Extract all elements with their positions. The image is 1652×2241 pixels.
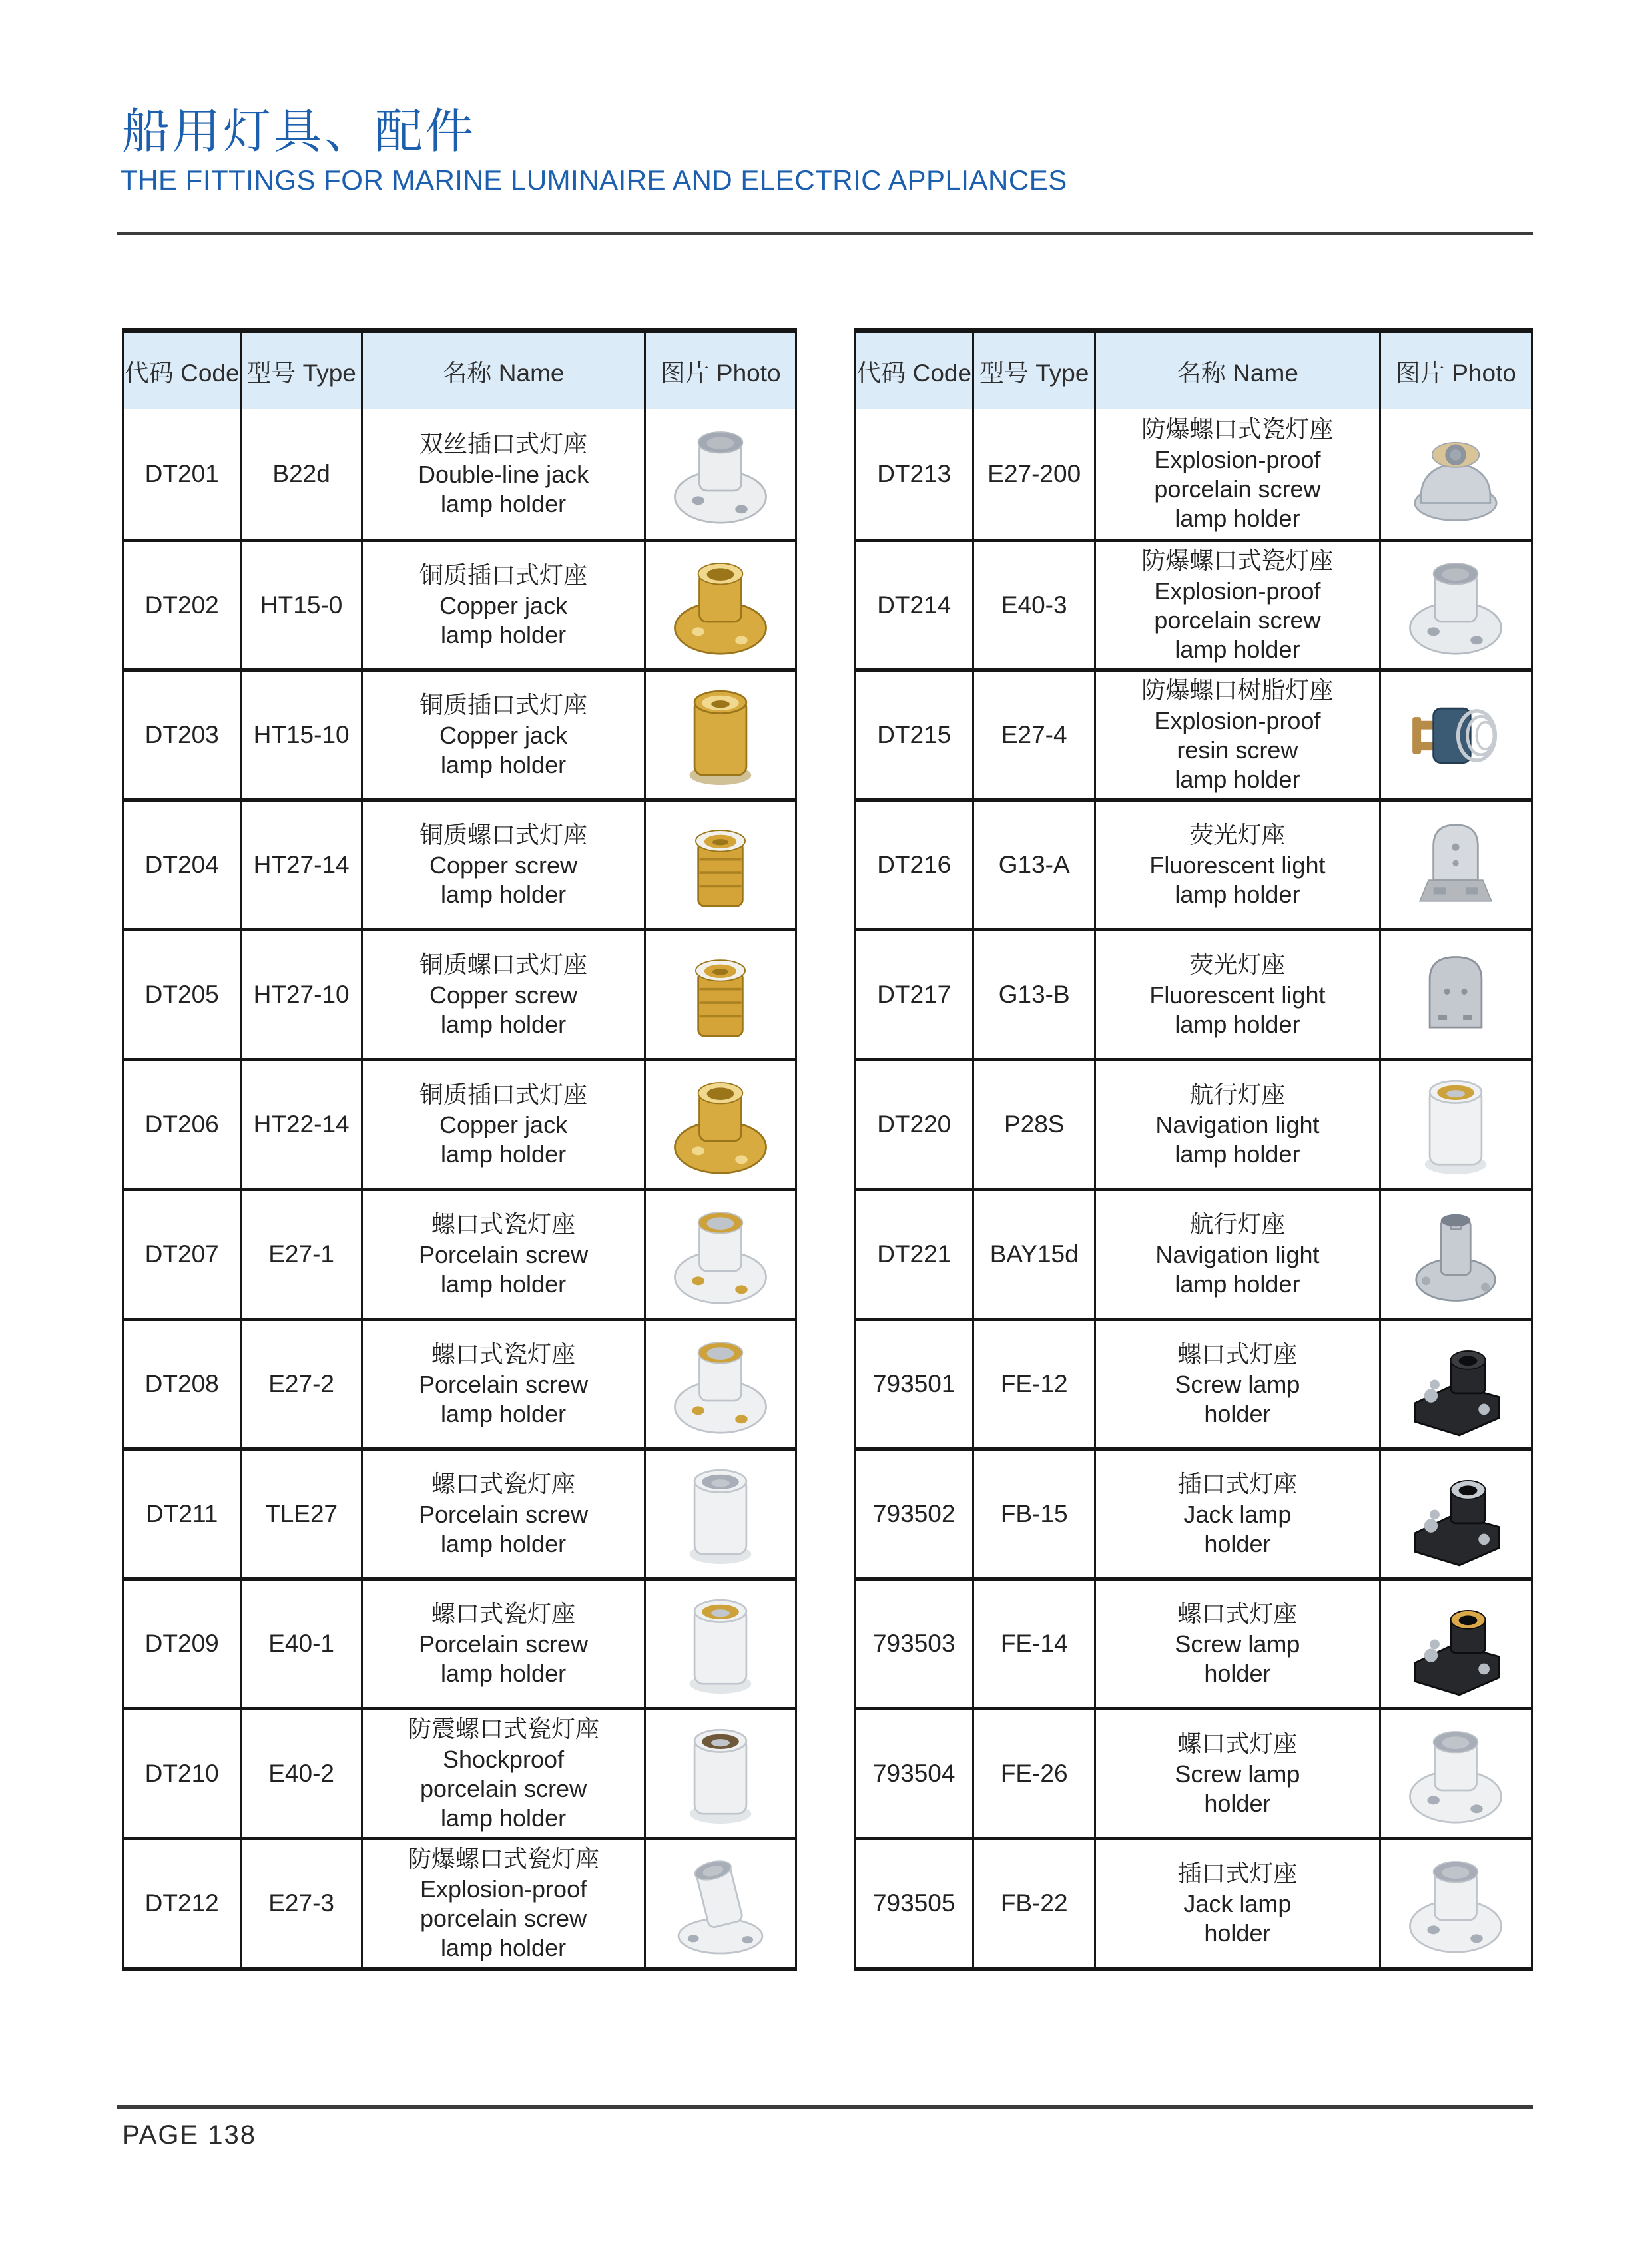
name-zh: 铜质插口式灯座	[419, 1081, 588, 1108]
name-cell	[1096, 931, 1381, 1058]
header-rule	[117, 232, 1533, 235]
screw-lamp-holder-photo	[1389, 1585, 1522, 1702]
col-header-name: 名称 Name	[363, 333, 646, 409]
code-cell: 793503	[856, 1581, 974, 1707]
name-en-line: lamp holder	[440, 1530, 567, 1557]
porcelain-screw-lamp-holder-photo	[654, 1326, 787, 1443]
code-cell: DT216	[856, 802, 974, 928]
name-en-line: lamp holder	[440, 881, 567, 908]
name-cell	[363, 672, 646, 798]
type-cell: FB-22	[974, 1840, 1096, 1967]
name-en-line: lamp holder	[1175, 1011, 1300, 1038]
copper-screw-lamp-holder-photo	[654, 806, 787, 923]
photo-cell	[646, 1321, 795, 1447]
shockproof-porcelain-screw-lamp-holder-photo	[654, 1715, 787, 1832]
code-cell: DT210	[124, 1710, 242, 1837]
explosion-proof-resin-screw-lamp-holder-photo	[1389, 676, 1522, 794]
photo-cell	[1381, 672, 1531, 798]
name-cell	[363, 1581, 646, 1707]
porcelain-screw-lamp-holder-photo	[654, 1455, 787, 1573]
table-row	[856, 1577, 1531, 1707]
table-row	[856, 668, 1531, 798]
name-zh: 航行灯座	[1189, 1081, 1286, 1108]
explosion-proof-porcelain-screw-lamp-holder-photo	[654, 1845, 787, 1962]
name-en-line: lamp holder	[440, 621, 567, 648]
type-cell: FE-26	[974, 1710, 1096, 1837]
photo-cell	[646, 1710, 795, 1837]
name-cell	[1096, 802, 1381, 928]
code-cell: 793504	[856, 1710, 974, 1837]
name-cell	[363, 409, 646, 539]
type-cell: E27-200	[974, 409, 1096, 539]
name-en-line: lamp holder	[1175, 1270, 1300, 1298]
name-en-line: Copper screw	[429, 981, 578, 1009]
table-row	[124, 539, 795, 668]
name-en-line: lamp holder	[1175, 766, 1300, 793]
col-header-type: 型号 Type	[974, 333, 1096, 409]
type-cell: HT15-10	[242, 672, 362, 798]
code-cell: DT209	[124, 1581, 242, 1707]
name-en-line: holder	[1204, 1790, 1271, 1817]
name-cell	[1096, 1451, 1381, 1577]
name-zh: 螺口式灯座	[1177, 1730, 1298, 1757]
code-cell: DT203	[124, 672, 242, 798]
type-cell: P28S	[974, 1061, 1096, 1188]
name-cell	[1096, 672, 1381, 798]
name-en-line: lamp holder	[440, 751, 567, 778]
code-cell: 793502	[856, 1451, 974, 1577]
name-en-line: porcelain screw	[1154, 607, 1321, 634]
name-en-line: Explosion-proof	[1154, 445, 1321, 473]
photo-cell	[1381, 802, 1531, 928]
type-cell: G13-B	[974, 931, 1096, 1058]
code-cell: 793501	[856, 1321, 974, 1447]
name-cell	[1096, 1191, 1381, 1318]
name-zh: 螺口式瓷灯座	[431, 1340, 576, 1368]
type-cell: TLE27	[242, 1451, 362, 1577]
name-en-line: Copper jack	[439, 592, 568, 619]
name-zh: 铜质插口式灯座	[419, 691, 588, 718]
page-title: 船用灯具、配件	[122, 105, 477, 158]
table-row	[856, 409, 1531, 539]
name-en-line: lamp holder	[440, 1934, 567, 1961]
type-cell: FB-15	[974, 1451, 1096, 1577]
name-en-line: lamp holder	[440, 1011, 567, 1038]
name-en-line: Explosion-proof	[1154, 707, 1321, 734]
double-line-jack-lamp-holder-photo	[654, 415, 787, 533]
right-table	[854, 328, 1533, 1971]
photo-cell	[646, 1840, 795, 1967]
type-cell: E27-3	[242, 1840, 362, 1967]
name-en-line: Jack lamp	[1183, 1501, 1292, 1528]
code-cell: DT214	[856, 542, 974, 668]
porcelain-screw-lamp-holder-photo	[654, 1196, 787, 1313]
name-en-line: Explosion-proof	[1154, 577, 1321, 605]
code-cell: DT215	[856, 672, 974, 798]
name-en-line: Navigation light	[1155, 1111, 1320, 1138]
code-cell: DT211	[124, 1451, 242, 1577]
code-cell: DT212	[124, 1840, 242, 1967]
type-cell: G13-A	[974, 802, 1096, 928]
name-cell	[1096, 542, 1381, 668]
name-cell	[363, 1710, 646, 1837]
page-subtitle: THE FITTINGS FOR MARINE LUMINAIRE AND ELECTRIC APPLIANCES	[121, 164, 1067, 196]
name-zh: 防震螺口式瓷灯座	[408, 1715, 600, 1742]
name-cell	[363, 1451, 646, 1577]
name-en-line: Copper screw	[429, 852, 578, 879]
type-cell: HT22-14	[242, 1061, 362, 1188]
name-zh: 防爆螺口式瓷灯座	[1141, 547, 1334, 574]
fluorescent-lamp-holder-photo	[1389, 936, 1522, 1053]
name-cell	[363, 1061, 646, 1188]
name-en-line: porcelain screw	[1154, 475, 1321, 503]
page-number: PAGE 138	[122, 2120, 257, 2150]
photo-cell	[646, 802, 795, 928]
name-en-line: Double-line jack	[417, 460, 589, 488]
photo-cell	[1381, 409, 1531, 539]
name-en-line: lamp holder	[440, 1140, 567, 1168]
name-en-line: Screw lamp	[1175, 1630, 1300, 1658]
photo-cell	[1381, 1061, 1531, 1188]
table-row	[124, 1058, 795, 1188]
name-en-line: Copper jack	[439, 722, 568, 749]
name-en-line: Porcelain screw	[418, 1501, 589, 1528]
photo-cell	[646, 409, 795, 539]
photo-cell	[1381, 542, 1531, 668]
footer-rule	[117, 2105, 1533, 2109]
code-cell: DT208	[124, 1321, 242, 1447]
name-en-line: porcelain screw	[419, 1905, 587, 1932]
name-en-line: Jack lamp	[1183, 1890, 1292, 1917]
name-cell	[1096, 1840, 1381, 1967]
type-cell: BAY15d	[974, 1191, 1096, 1318]
navigation-light-lamp-holder-photo	[1389, 1196, 1522, 1313]
table-row	[124, 1318, 795, 1447]
name-zh: 螺口式瓷灯座	[431, 1470, 576, 1497]
type-cell: E40-1	[242, 1581, 362, 1707]
name-en-line: Porcelain screw	[418, 1241, 589, 1268]
name-zh: 防爆螺口树脂灯座	[1141, 676, 1334, 704]
explosion-proof-porcelain-screw-lamp-holder-photo	[1389, 547, 1522, 664]
photo-cell	[1381, 1710, 1531, 1837]
copper-jack-lamp-holder-photo	[654, 1066, 787, 1183]
type-cell: FE-14	[974, 1581, 1096, 1707]
photo-cell	[1381, 1321, 1531, 1447]
photo-cell	[646, 1191, 795, 1318]
screw-lamp-holder-photo	[1389, 1326, 1522, 1443]
name-zh: 插口式灯座	[1177, 1860, 1298, 1887]
col-header-name: 名称 Name	[1096, 333, 1381, 409]
name-zh: 螺口式瓷灯座	[431, 1600, 576, 1627]
screw-lamp-holder-photo	[1389, 1715, 1522, 1832]
table-row	[856, 798, 1531, 928]
copper-jack-lamp-holder-photo	[654, 676, 787, 794]
name-en-line: holder	[1204, 1530, 1271, 1557]
name-en-line: lamp holder	[440, 1400, 567, 1427]
photo-cell	[646, 1581, 795, 1707]
name-en-line: lamp holder	[440, 1660, 567, 1687]
name-en-line: lamp holder	[1175, 504, 1300, 532]
name-cell	[363, 1840, 646, 1967]
photo-cell	[646, 1061, 795, 1188]
photo-cell	[646, 931, 795, 1058]
type-cell: B22d	[242, 409, 362, 539]
code-cell: DT202	[124, 542, 242, 668]
table-row	[124, 1707, 795, 1837]
jack-lamp-holder-photo	[1389, 1845, 1522, 1962]
porcelain-screw-lamp-holder-photo	[654, 1585, 787, 1702]
name-zh: 航行灯座	[1189, 1210, 1286, 1238]
code-cell: DT221	[856, 1191, 974, 1318]
col-header-photo: 图片 Photo	[1395, 360, 1516, 387]
name-en-line: Shockproof	[442, 1746, 565, 1773]
name-en-line: lamp holder	[440, 1270, 567, 1298]
table-row	[124, 798, 795, 928]
table-row	[124, 1447, 795, 1577]
table-row	[856, 1318, 1531, 1447]
fluorescent-lamp-holder-photo	[1389, 806, 1522, 923]
name-en-line: lamp holder	[440, 1804, 567, 1832]
name-cell	[363, 802, 646, 928]
name-cell	[1096, 1321, 1381, 1447]
name-en-line: Copper jack	[439, 1111, 568, 1138]
photo-cell	[646, 672, 795, 798]
table-row	[856, 1447, 1531, 1577]
name-cell	[363, 931, 646, 1058]
col-header-photo: 图片 Photo	[660, 360, 781, 387]
name-en-line: Porcelain screw	[418, 1630, 589, 1658]
code-cell: DT204	[124, 802, 242, 928]
name-zh: 螺口式瓷灯座	[431, 1210, 576, 1238]
name-cell	[363, 1321, 646, 1447]
type-cell: E27-4	[974, 672, 1096, 798]
name-en-line: lamp holder	[1175, 1140, 1300, 1168]
name-en-line: Screw lamp	[1175, 1760, 1300, 1788]
table-row	[124, 409, 795, 539]
code-cell: DT213	[856, 409, 974, 539]
col-header-type: 型号 Type	[242, 333, 362, 409]
table-row	[124, 1577, 795, 1707]
name-en-line: lamp holder	[1175, 636, 1300, 663]
name-cell	[1096, 1581, 1381, 1707]
name-en-line: Fluorescent light	[1149, 852, 1326, 879]
name-zh: 插口式灯座	[1177, 1470, 1298, 1497]
photo-cell	[646, 1451, 795, 1577]
name-en-line: Navigation light	[1155, 1241, 1320, 1268]
table-row	[856, 539, 1531, 668]
table-row	[124, 1837, 795, 1967]
table-header-row	[856, 333, 1531, 409]
name-zh: 螺口式灯座	[1177, 1600, 1298, 1627]
table-header-row	[124, 333, 795, 409]
name-en-line: holder	[1204, 1400, 1271, 1427]
col-header-code: 代码 Code	[856, 333, 974, 409]
name-en-line: holder	[1204, 1660, 1271, 1687]
code-cell: DT217	[856, 931, 974, 1058]
name-en-line: Screw lamp	[1175, 1371, 1300, 1398]
name-en-line: holder	[1204, 1919, 1271, 1947]
table-row	[124, 928, 795, 1058]
photo-cell	[1381, 1191, 1531, 1318]
name-zh: 螺口式灯座	[1177, 1340, 1298, 1368]
copper-screw-lamp-holder-photo	[654, 936, 787, 1053]
name-en-line: lamp holder	[1175, 881, 1300, 908]
explosion-proof-porcelain-screw-lamp-holder-photo	[1389, 415, 1522, 533]
code-cell: DT205	[124, 931, 242, 1058]
type-cell: E40-3	[974, 542, 1096, 668]
table-row	[856, 1058, 1531, 1188]
type-cell: HT27-14	[242, 802, 362, 928]
name-zh: 防爆螺口式瓷灯座	[408, 1845, 600, 1872]
code-cell: DT220	[856, 1061, 974, 1188]
type-cell: HT15-0	[242, 542, 362, 668]
code-cell: DT206	[124, 1061, 242, 1188]
table-row	[124, 1188, 795, 1318]
type-cell: E40-2	[242, 1710, 362, 1837]
code-cell: DT207	[124, 1191, 242, 1318]
name-en-line: lamp holder	[440, 489, 567, 517]
type-cell: E27-2	[242, 1321, 362, 1447]
name-cell	[1096, 1061, 1381, 1188]
name-en-line: Porcelain screw	[418, 1371, 589, 1398]
type-cell: E27-1	[242, 1191, 362, 1318]
type-cell: FE-12	[974, 1321, 1096, 1447]
copper-jack-lamp-holder-photo	[654, 547, 787, 664]
photo-cell	[1381, 1451, 1531, 1577]
table-row	[856, 928, 1531, 1058]
table-row	[856, 1707, 1531, 1837]
name-cell	[363, 542, 646, 668]
name-zh: 荧光灯座	[1189, 821, 1286, 848]
navigation-light-lamp-holder-photo	[1389, 1066, 1522, 1183]
photo-cell	[1381, 1581, 1531, 1707]
name-zh: 荧光灯座	[1189, 951, 1286, 978]
name-zh: 双丝插口式灯座	[419, 429, 588, 457]
name-zh: 铜质插口式灯座	[419, 561, 588, 589]
name-cell	[1096, 1710, 1381, 1837]
code-cell: DT201	[124, 409, 242, 539]
table-row	[124, 668, 795, 798]
name-cell	[1096, 409, 1381, 539]
code-cell: 793505	[856, 1840, 974, 1967]
name-zh: 铜质螺口式灯座	[419, 821, 588, 848]
left-table	[122, 328, 797, 1971]
type-cell: HT27-10	[242, 931, 362, 1058]
photo-cell	[1381, 1840, 1531, 1967]
jack-lamp-holder-photo	[1389, 1455, 1522, 1573]
name-en-line: Fluorescent light	[1149, 981, 1326, 1009]
col-header-code: 代码 Code	[124, 333, 242, 409]
table-row	[856, 1837, 1531, 1967]
name-zh: 铜质螺口式灯座	[419, 951, 588, 978]
table-row	[856, 1188, 1531, 1318]
name-en-line: resin screw	[1177, 736, 1298, 764]
photo-cell	[1381, 931, 1531, 1058]
name-zh: 防爆螺口式瓷灯座	[1141, 415, 1334, 443]
name-cell	[363, 1191, 646, 1318]
name-en-line: Explosion-proof	[419, 1875, 587, 1903]
photo-cell	[646, 542, 795, 668]
name-en-line: porcelain screw	[419, 1775, 587, 1802]
